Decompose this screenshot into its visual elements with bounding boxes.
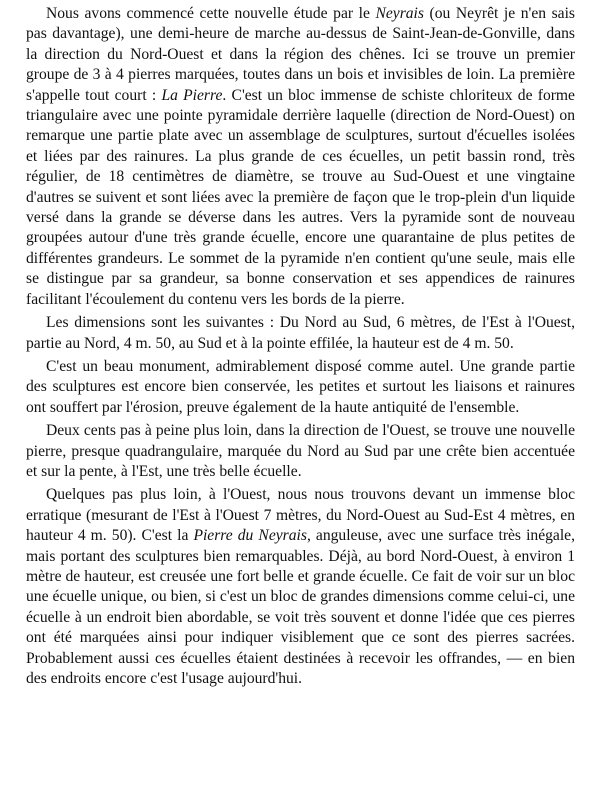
- text-run: , anguleuse, avec une surface très inégale, mais portant des sculptures bien remarquables. Déjà, au bord Nord-Ouest, à environ 1 mètre de hauteur, est creusée une fort belle et grande écuelle. Ce fait de voir sur un bloc une écuelle unique, ou bien, si c'est un bloc de grandes dimensions comme celui-ci, une écuelle à un endroit bien abordable, se voit très souvent et donne l'idée que ces pierres ont été marquées ainsi pour indiquer visiblement que ce sont des pierres sacrées. Probablement aussi ces écuelles étaient destinées à recevoir les offrandes, — en bien des endroits encore c'est l'usage aujourd'hui.: [26, 527, 575, 687]
- paragraph-la-pierre: [26, 4, 575, 310]
- italic-term: La Pierre: [161, 86, 223, 104]
- text-run: (ou Neyrêt je n'en sais pas davantage), une demi-heure de marche au-dessus de Saint-Jean-de-Gonville, dans la direction du Nord-Ouest et dans la région des chênes. Ici se trouve un premier groupe de 3 à 4 pierres marquées, toutes dans un bois et invisibles de loin. La première s'appelle tout court :: [26, 5, 575, 104]
- italic-term: Neyrais: [375, 5, 424, 22]
- text-run: Quelques pas plus loin, à l'Ouest, nous nous trouvons devant un immense bloc erratique (mesurant de l'Est à l'Ouest 7 mètres, du Nord-Ouest au Sud-Est 4 mètres, en hauteur 4 m. 50). C'est la: [26, 486, 575, 545]
- text-run: C'est un beau monument, admirablement disposé comme autel. Une grande partie des sculptures est encore bien conservée, les petites et surtout les liaisons et rainures ont souffert par l'érosion, preuve également de la haute antiquité de l'ensemble.: [26, 357, 575, 416]
- text-run: . C'est un bloc immense de schiste chloriteux de forme triangulaire avec une pointe pyramidale derrière laquelle (direction de Nord-Ouest) on remarque une partie plate avec un assemblage de sculptures, surtout d'écuelles isolées et liées par des rainures. La plus grande de ces écuelles, un petit bassin rond, très régulier, de 18 centimètres de diamètre, se trouve au Sud-Ouest et une vingtaine d'autres se suivent et sont liées avec la première de façon que le trop-plein d'un liquide versé dans la grande se déverse dans les autres. Vers la pyramide sont de nouveau groupées autour d'une très grande écuelle, encore une quarantaine de plus petites de différentes grandeurs. Le sommet de la pyramide n'en contient qu'une seule, mais elle se distingue par sa grandeur, sa bonne conservation et ses appendices de rainures facilitant l'écoulement du contenu vers les bords de la pierre.: [26, 86, 575, 308]
- text-run: Nous avons commencé cette nouvelle étude par le: [46, 5, 376, 22]
- italic-term: Pierre du Neyrais: [193, 527, 307, 545]
- paragraph-pierre-du-neyrais: [26, 485, 575, 689]
- paragraph-dimensions: [26, 313, 575, 354]
- paragraph-deux-cents-pas: [26, 421, 575, 482]
- text-run: Les dimensions sont les suivantes : Du Nord au Sud, 6 mètres, de l'Est à l'Ouest, partie au Nord, 4 m. 50, au Sud et à la pointe effilée, la hauteur est de 4 m. 50.: [26, 314, 575, 352]
- text-run: Deux cents pas à peine plus loin, dans la direction de l'Ouest, se trouve une nouvelle pierre, presque quadrangulaire, marquée du Nord au Sud par une crête bien accentuée et sur la pente, à l'Est, une très belle écuelle.: [26, 422, 575, 480]
- paragraph-beau-monument: [26, 357, 575, 418]
